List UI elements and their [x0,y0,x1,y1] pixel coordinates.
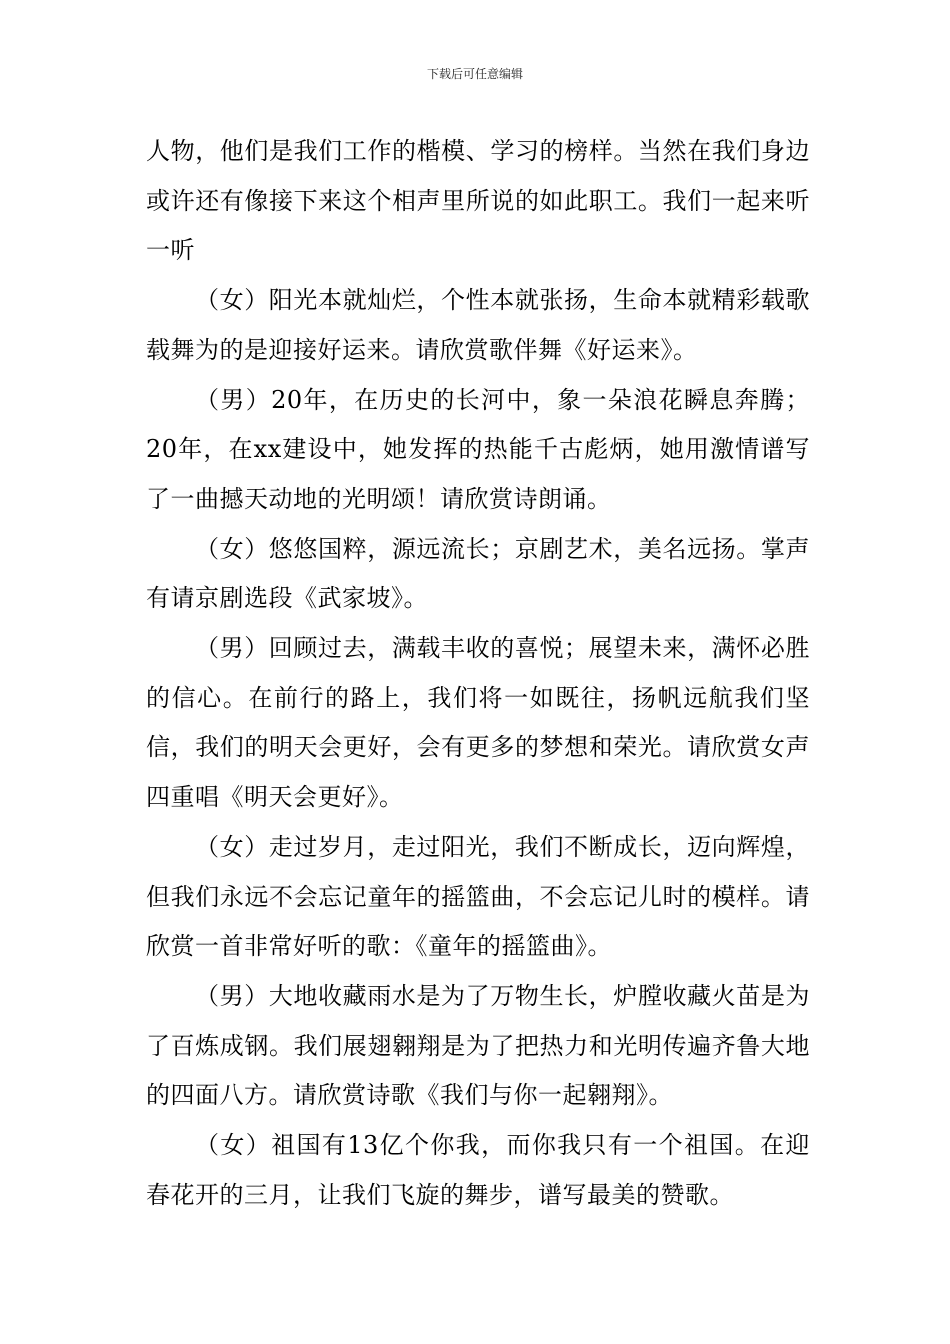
paragraph: （女）悠悠国粹，源远流长；京剧艺术，美名远扬。掌声有请京剧选段《武家坡》。 [146,534,810,613]
paragraph: （男）回顾过去，满载丰收的喜悦；展望未来，满怀必胜的信心。在前行的路上，我们将一如既往，扬帆远航我们坚信，我们的明天会更好，会有更多的梦想和荣光。请欣赏女声四重唱《明天会更好》。 [146,634,810,812]
page-header: 下载后可任意编辑 [426,67,523,81]
paragraph: （女）阳光本就灿烂，个性本就张扬，生命本就精彩载歌载舞为的是迎接好运来。请欣赏歌伴舞《好运来》。 [146,286,810,364]
paragraph: （女）走过岁月，走过阳光，我们不断成长，迈向辉煌，但我们永远不会忘记童年的摇篮曲，不会忘记儿时的模样。请欣赏一首非常好听的歌：《童年的摇篮曲》。 [146,832,810,961]
paragraph: （男）大地收藏雨水是为了万物生长，炉膛收藏火苗是为了百炼成钢。我们展翅翱翔是为了把热力和光明传遍齐鲁大地的四面八方。请欣赏诗歌《我们与你一起翱翔》。 [146,981,810,1110]
paragraph: （女）祖国有13亿个你我，而你我只有一个祖国。在迎春花开的三月，让我们飞旋的舞步，谱写最美的赞歌。 [146,1131,810,1209]
document-body [146,127,810,1220]
paragraph: （男）20年，在历史的长河中，象一朵浪花瞬息奔腾；20年，在xx建设中，她发挥的热能千古彪炳，她用激情谱写了一曲撼天动地的光明颂！请欣赏诗朗诵。 [146,385,810,513]
paragraph: 人物，他们是我们工作的楷模、学习的榜样。当然在我们身边或许还有像接下来这个相声里所说的如此职工。我们一起来听一听 [146,137,810,265]
